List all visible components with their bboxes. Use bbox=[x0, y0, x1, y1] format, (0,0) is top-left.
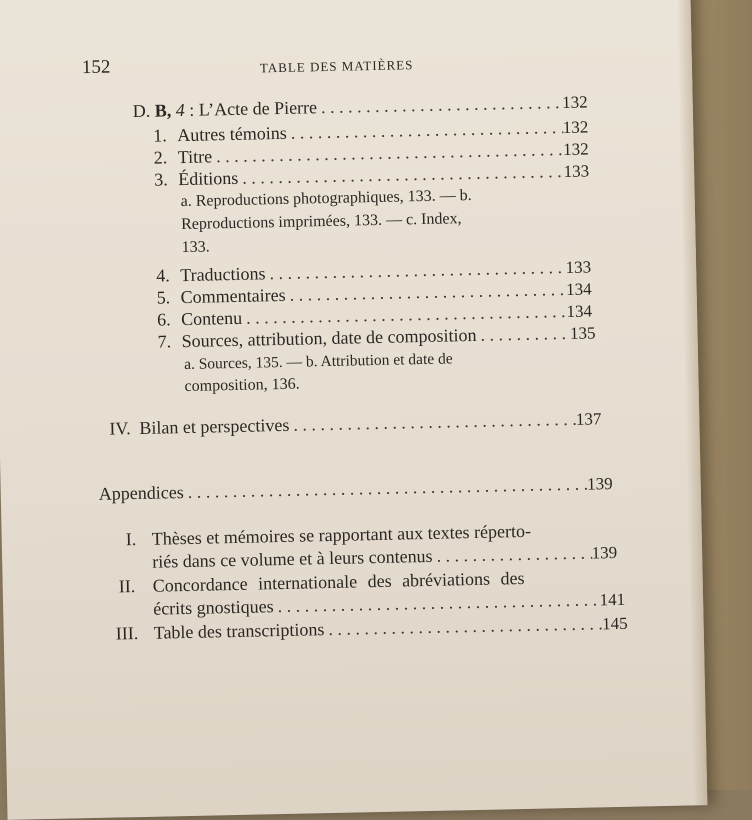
subentry-line: composition, 136. bbox=[184, 375, 300, 396]
entry-label: Table des transcriptions bbox=[153, 619, 325, 643]
leader-dots bbox=[317, 92, 563, 117]
page-ref: 139 bbox=[591, 542, 618, 563]
page-ref: 139 bbox=[586, 474, 613, 494]
leader-dots bbox=[324, 613, 602, 639]
subentry-line: a. Sources, 135. — b. Attribution et date de bbox=[183, 350, 453, 374]
subentry-line: 133. bbox=[181, 238, 210, 257]
entry-number: 5. bbox=[156, 287, 171, 308]
section-prefix: D. bbox=[132, 100, 151, 122]
entry-label-line1: Concordance internationale des abréviations des bbox=[152, 567, 525, 596]
entry-label: Traductions bbox=[180, 263, 266, 286]
toc-entry-iv bbox=[109, 408, 601, 439]
entry-label: Bilan et perspectives bbox=[139, 414, 290, 438]
toc-entry-appendices bbox=[99, 473, 613, 505]
leader-dots bbox=[432, 543, 591, 566]
entry-label: Appendices bbox=[98, 482, 184, 504]
entry-number: 2. bbox=[153, 147, 168, 168]
page-ref: 133 bbox=[563, 161, 590, 182]
page-ref: 141 bbox=[599, 589, 626, 610]
entry-number: 4. bbox=[156, 265, 170, 286]
toc-entry-label bbox=[133, 97, 318, 121]
entry-number: II. bbox=[118, 576, 136, 597]
section-title: : L’Acte de Pierre bbox=[184, 97, 318, 120]
entry-label: Commentaires bbox=[180, 284, 286, 308]
entry-number: 1. bbox=[153, 125, 168, 146]
page-number: 152 bbox=[81, 56, 111, 79]
section-letter: B, bbox=[154, 100, 172, 121]
entry-number: 3. bbox=[154, 169, 168, 190]
leader-dots bbox=[476, 323, 570, 345]
entry-label: Titre bbox=[177, 146, 213, 168]
leader-dots bbox=[184, 474, 588, 502]
subentry-line: a. Reproductions photographiques, 133. — b. bbox=[180, 186, 472, 211]
entry-label: Sources, attribution, date de composition bbox=[181, 324, 477, 352]
leader-dots bbox=[273, 589, 599, 616]
page-ref: 132 bbox=[561, 92, 588, 113]
entry-number: 6. bbox=[156, 309, 171, 330]
entry-label: Éditions bbox=[178, 167, 239, 190]
running-title: TABLE DES MATIÈRES bbox=[259, 57, 414, 76]
entry-label: Autres témoins bbox=[177, 122, 287, 146]
section-number: 4 bbox=[175, 99, 185, 121]
page-ref: 137 bbox=[575, 409, 602, 429]
entry-number: I. bbox=[125, 529, 137, 550]
entry-label-line1: Thèses et mémoires se rapportant aux textes réperto- bbox=[151, 520, 532, 549]
page-ref: 133 bbox=[565, 257, 592, 278]
entry-label-line2: riés dans ce volume et à leurs contenus bbox=[152, 545, 433, 572]
entry-label-line2: écrits gnostiques bbox=[152, 596, 274, 619]
leader-dots bbox=[289, 409, 576, 435]
entry-number: 7. bbox=[157, 331, 172, 352]
subentry-line: Reproductions imprimées, 133. — c. Index, bbox=[180, 210, 462, 234]
page-ref: 132 bbox=[562, 117, 589, 138]
entry-number: III. bbox=[115, 623, 139, 644]
entry-number: IV. bbox=[109, 418, 131, 439]
page-ref: 145 bbox=[601, 613, 628, 634]
entry-label: Contenu bbox=[180, 307, 243, 330]
page-ref: 134 bbox=[566, 301, 593, 321]
page-ref: 132 bbox=[562, 139, 589, 160]
page-ref: 135 bbox=[569, 323, 596, 343]
page-ref: 134 bbox=[565, 279, 592, 300]
